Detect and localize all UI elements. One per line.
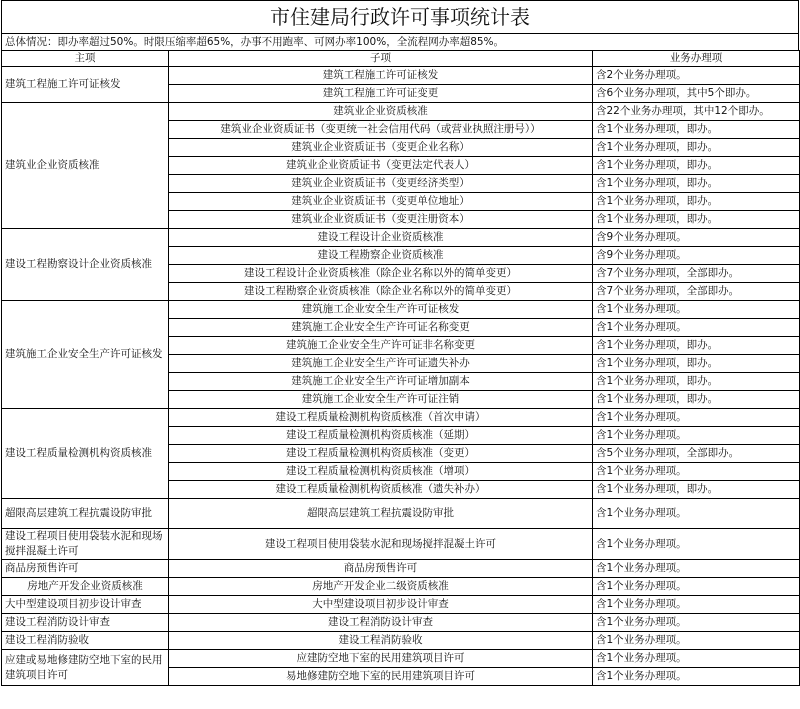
business-item-cell: 含9个业务办理项。 (593, 229, 800, 247)
table-row (2, 632, 800, 650)
sub-item-cell: 建设工程质量检测机构资质核准（首次申请） (169, 409, 593, 427)
table-row (2, 409, 800, 427)
sub-item-cell: 建设工程质量检测机构资质核准（变更） (169, 445, 593, 463)
business-item-cell: 含7个业务办理项，全部即办。 (593, 265, 800, 283)
sub-item-cell: 建筑业企业资质证书（变更经济类型） (169, 175, 593, 193)
main-item-cell: 建筑业企业资质核准 (2, 103, 169, 229)
main-item-cell: 建设工程消防验收 (2, 632, 169, 650)
sub-item-cell: 建筑施工企业安全生产许可证注销 (169, 391, 593, 409)
table-row (2, 578, 800, 596)
table-row (2, 229, 800, 247)
business-item-cell: 含6个业务办理项，其中5个即办。 (593, 85, 800, 103)
sub-item-cell: 建筑施工企业安全生产许可证名称变更 (169, 319, 593, 337)
main-item-cell: 建设工程勘察设计企业资质核准 (2, 229, 169, 301)
business-item-cell: 含1个业务办理项。 (593, 632, 800, 650)
business-item-cell: 含7个业务办理项，全部即办。 (593, 283, 800, 301)
table-row (2, 67, 800, 85)
main-item-cell: 建设工程项目使用袋装水泥和现场搅拌混凝土许可 (2, 529, 169, 560)
business-item-cell: 含1个业务办理项，即办。 (593, 481, 800, 499)
sub-item-cell: 建筑施工企业安全生产许可证核发 (169, 301, 593, 319)
sub-item-cell: 建设工程勘察企业资质核准（除企业名称以外的简单变更） (169, 283, 593, 301)
sub-item-cell: 建设工程质量检测机构资质核准（增项） (169, 463, 593, 481)
sub-item-cell: 建设工程项目使用袋装水泥和现场搅拌混凝土许可 (169, 529, 593, 560)
business-item-cell: 含1个业务办理项，即办。 (593, 121, 800, 139)
table-row (2, 301, 800, 319)
business-item-cell: 含2个业务办理项。 (593, 67, 800, 85)
sub-item-cell: 建设工程设计企业资质核准（除企业名称以外的简单变更） (169, 265, 593, 283)
main-item-cell: 应建或易地修建防空地下室的民用建筑项目许可 (2, 650, 169, 686)
sub-item-cell: 建筑工程施工许可证核发 (169, 67, 593, 85)
business-item-cell: 含1个业务办理项，即办。 (593, 373, 800, 391)
main-item-cell: 建设工程消防设计审查 (2, 614, 169, 632)
business-item-cell: 含1个业务办理项。 (593, 409, 800, 427)
business-item-cell: 含1个业务办理项，即办。 (593, 193, 800, 211)
sub-item-cell: 建筑施工企业安全生产许可证增加副本 (169, 373, 593, 391)
sub-item-cell: 建设工程消防设计审查 (169, 614, 593, 632)
header-sub: 子项 (169, 51, 593, 67)
table-row (2, 529, 800, 560)
sub-item-cell: 建筑施工企业安全生产许可证遗失补办 (169, 355, 593, 373)
business-item-cell: 含1个业务办理项，即办。 (593, 391, 800, 409)
sub-item-cell: 大中型建设项目初步设计审查 (169, 596, 593, 614)
business-item-cell: 含1个业务办理项。 (593, 596, 800, 614)
sub-item-cell: 房地产开发企业二级资质核准 (169, 578, 593, 596)
sub-item-cell: 建筑业企业资质证书（变更企业名称） (169, 139, 593, 157)
business-item-cell: 含1个业务办理项。 (593, 650, 800, 668)
sub-item-cell: 建筑业企业资质证书（变更法定代表人） (169, 157, 593, 175)
table-row (2, 560, 800, 578)
header-main: 主项 (2, 51, 169, 67)
main-item-cell: 大中型建设项目初步设计审查 (2, 596, 169, 614)
business-item-cell: 含22个业务办理项，其中12个即办。 (593, 103, 800, 121)
table-row (2, 103, 800, 121)
main-item-cell: 建筑施工企业安全生产许可证核发 (2, 301, 169, 409)
main-item-cell: 商品房预售许可 (2, 560, 169, 578)
business-item-cell: 含1个业务办理项，即办。 (593, 139, 800, 157)
business-item-cell: 含1个业务办理项，即办。 (593, 211, 800, 229)
main-item-cell: 建设工程质量检测机构资质核准 (2, 409, 169, 499)
business-item-cell: 含1个业务办理项，即办。 (593, 175, 800, 193)
page-title: 市住建局行政许可事项统计表 (1, 0, 799, 33)
sub-item-cell: 建筑业企业资质证书（变更统一社会信用代码（或营业执照注册号）） (169, 121, 593, 139)
business-item-cell: 含1个业务办理项。 (593, 529, 800, 560)
sub-item-cell: 建筑业企业资质核准 (169, 103, 593, 121)
business-item-cell: 含1个业务办理项。 (593, 560, 800, 578)
header-note: 业务办理项 (593, 51, 800, 67)
sub-item-cell: 建设工程勘察企业资质核准 (169, 247, 593, 265)
sub-item-cell: 建筑工程施工许可证变更 (169, 85, 593, 103)
sub-item-cell: 建筑业企业资质证书（变更注册资本） (169, 211, 593, 229)
sub-item-cell: 商品房预售许可 (169, 560, 593, 578)
business-item-cell: 含1个业务办理项。 (593, 499, 800, 529)
business-item-cell: 含1个业务办理项。 (593, 463, 800, 481)
summary-line: 总体情况：即办率超过50%。时限压缩率超65%，办事不用跑率、可网办率100%，全流程网办率超85%。 (1, 33, 799, 50)
sub-item-cell: 建筑业企业资质证书（变更单位地址） (169, 193, 593, 211)
business-item-cell: 含1个业务办理项。 (593, 319, 800, 337)
sub-item-cell: 建设工程质量检测机构资质核准（遗失补办） (169, 481, 593, 499)
main-item-cell: 房地产开发企业资质核准 (2, 578, 169, 596)
table-row (2, 499, 800, 529)
table-row (2, 596, 800, 614)
main-item-cell: 超限高层建筑工程抗震设防审批 (2, 499, 169, 529)
sub-item-cell: 建筑施工企业安全生产许可证非名称变更 (169, 337, 593, 355)
sub-item-cell: 建设工程设计企业资质核准 (169, 229, 593, 247)
header-row (2, 51, 800, 67)
business-item-cell: 含1个业务办理项。 (593, 578, 800, 596)
statistics-sheet (1, 0, 799, 686)
sub-item-cell: 应建防空地下室的民用建筑项目许可 (169, 650, 593, 668)
business-item-cell: 含1个业务办理项，即办。 (593, 337, 800, 355)
sub-item-cell: 建设工程消防验收 (169, 632, 593, 650)
sub-item-cell: 建设工程质量检测机构资质核准（延期） (169, 427, 593, 445)
business-item-cell: 含1个业务办理项，即办。 (593, 355, 800, 373)
table-body (2, 51, 800, 686)
business-item-cell: 含9个业务办理项。 (593, 247, 800, 265)
business-item-cell: 含1个业务办理项。 (593, 301, 800, 319)
business-item-cell: 含1个业务办理项。 (593, 427, 800, 445)
business-item-cell: 含1个业务办理项。 (593, 668, 800, 686)
business-item-cell: 含1个业务办理项，即办。 (593, 157, 800, 175)
main-item-cell: 建筑工程施工许可证核发 (2, 67, 169, 103)
permit-table (1, 50, 800, 686)
sub-item-cell: 易地修建防空地下室的民用建筑项目许可 (169, 668, 593, 686)
business-item-cell: 含1个业务办理项。 (593, 614, 800, 632)
sub-item-cell: 超限高层建筑工程抗震设防审批 (169, 499, 593, 529)
business-item-cell: 含5个业务办理项，全部即办。 (593, 445, 800, 463)
table-row (2, 614, 800, 632)
table-row (2, 650, 800, 668)
